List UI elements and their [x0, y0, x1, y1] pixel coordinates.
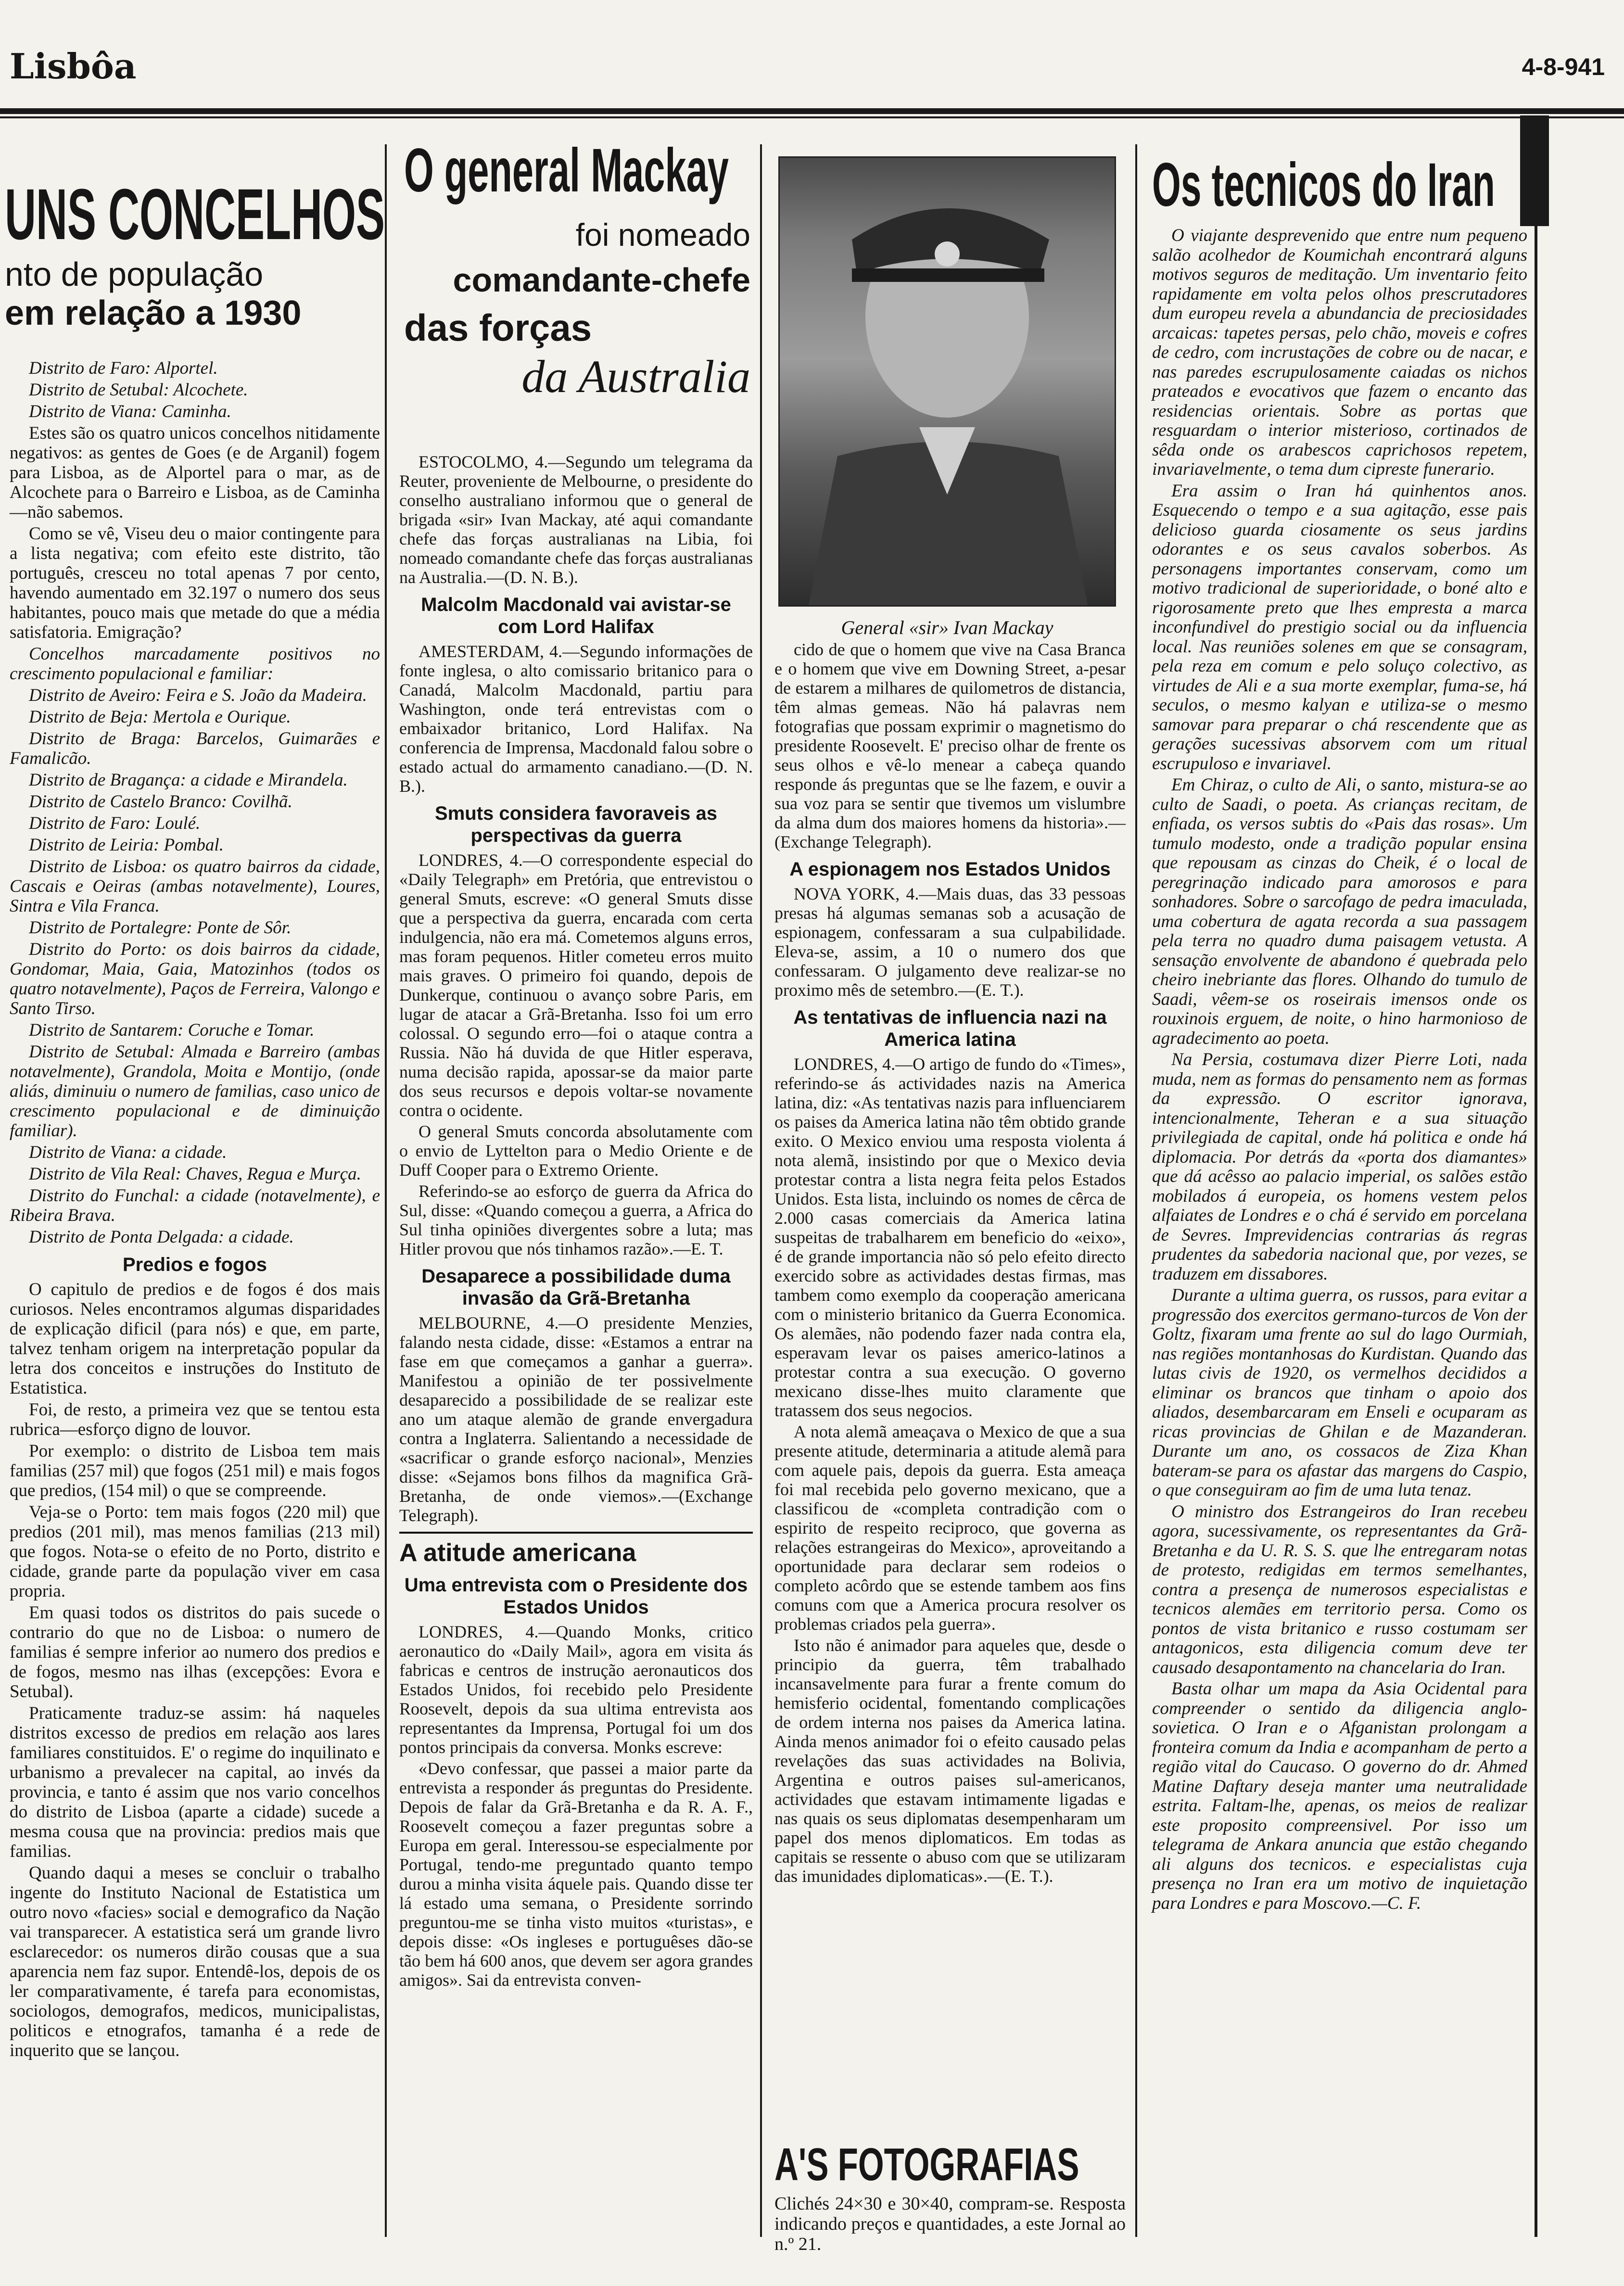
- article-paragraph: Distrito de Bragança: a cidade e Mirandela.: [29, 770, 348, 790]
- article-paragraph: AMESTERDAM, 4.—Segundo informações de fonte inglesa, o alto comissario britanico para o Canadá, Malcolm Macdonald, partiu para Washington, onde terá entrevistas com o embaixador britanico, Lord Halifax. Na conferencia de Imprensa, Macdonald falou sobre o estado actual do armamento canadiano.—(D. N. B.).: [399, 642, 753, 796]
- article-paragraph: Distrito de Beja: Mertola e Ourique.: [29, 707, 291, 727]
- photo-caption: General «sir» Ivan Mackay: [841, 617, 1053, 638]
- col2-headline-block: [404, 136, 750, 403]
- article-paragraph: Durante a ultima guerra, os russos, para evitar a progressão dos exercitos germano-turcos de Von der Goltz, fixaram uma frente ao sul do lago Ourmiah, nas regiões montanhosas do Kurdistan. Quando das lutas civis de 1920, os vermelhos decididos a eliminar os brancos que tinham o apoio dos aliados, desembarcaram em Enseli e ocuparam as ricas provincias de Ghilan e de Mazanderan. Durante um ano, os cossacos de Ziza Khan bateram-se para os afastar das margens do Caspio, o que conseguiram ao fim de uma luta tenaz.: [1152, 1285, 1527, 1500]
- article-paragraph: Estes são os quatro unicos concelhos nitidamente negativos: as gentes de Goes (e de Arganil) fogem para Lisboa, as de Alportel para o mar, as de Alcochete para o Barreiro e Lisboa, as de Caminha—não sabemos.: [10, 423, 380, 522]
- article-paragraph: «Devo confessar, que passei a maior parte da entrevista a responder ás preguntas do Presidente. Depois de falar da Grã-Bretanha e da R. A. F., Roosevelt começou a fazer preguntas sobre a Europa em geral. Interessou-se especialmente por Portugal, tendo-me preguntado quanto tempo durou a minha visita áquele pais. Quando disse ter lá estado uma semana, o Presidente sorrindo preguntou-me se tinha visto muitos «turistas», e depois disse: «Os ingleses e portuguêses dão-se tão bem há 600 anos, que devem ser agora grandes amigos». Sai da entrevista conven-: [399, 1759, 753, 1990]
- top-rule-thin: [0, 116, 1624, 118]
- col2-subhead-5: Uma entrevista com o Presidente dos Estados Unidos: [404, 1575, 748, 1618]
- column-rule-3: [1135, 144, 1137, 2237]
- col2-paragraphs-2: [399, 642, 753, 796]
- column-rule-1: [385, 144, 387, 2237]
- col1-headline: UNS CONCELHOS: [5, 174, 385, 254]
- article-paragraph: Foi, de resto, a primeira vez que se tentou esta rubrica—esforço digno de louvor.: [10, 1400, 380, 1439]
- top-rule: [0, 108, 1624, 114]
- col3-subhead-2: As tentativas de influencia nazi na America latina: [793, 1007, 1107, 1050]
- portrait-illustration: [780, 158, 1115, 605]
- col2-headline: O general Mackay: [404, 136, 729, 205]
- classified-ad: [774, 2141, 1126, 2254]
- article-paragraph: Veja-se o Porto: tem mais fogos (220 mil) que predios (201 mil), mas menos familias (213 mil) que fogos. Nota-se o efeito de no Porto, distrito e cidade, grande parte da população viver em casa propria.: [10, 1502, 380, 1601]
- col2-subhead-2: Smuts considera favoraveis as perspectivas da guerra: [435, 803, 717, 846]
- article-paragraph: LONDRES, 4.—O artigo de fundo do «Times», referindo-se ás actividades nazis na America latina, diz: «As tentativas nazis para influenciarem os paises da America latina não têm obtido grande exito. O Mexico enviou uma resposta violenta á nota alemã, insistindo por que o Mexico devia protestar contra a lista negra feita pelos Estados Unidos. Esta lista, incluindo os nomes de cêrca de 2.000 casas comerciais da America latina suspeitas de trabalharem em beneficio do «eixo», é de grande importancia não só pelo efeito directo exercido sobre as actividades destas firmas, mas tambem como exemplo da cooperação americana com o ministerio britanico da Guerra Economica. Os alemães, não podendo fazer nada contra ela, esperavam levar os paises americo-latinos a protestar contra a sua execução. O governo mexicano disse-lhes muito claramente que tratassem dos seus negocios.: [774, 1054, 1126, 1420]
- article-paragraph: Por exemplo: o distrito de Lisboa tem mais familias (257 mil) que fogos (251 mil) e mais fogos que predios, (154 mil) o que se compreende.: [10, 1441, 380, 1500]
- article-paragraph: Distrito de Portalegre: Ponte de Sôr.: [29, 918, 292, 938]
- article-paragraph: LONDRES, 4.—O correspondente especial do «Daily Telegraph» em Pretória, que entrevistou o general Smuts, escreve: «O general Smuts disse que a perspectiva da guerra, encarada com certa indulgencia, não era má. Cometemos alguns erros, mas foram pequenos. Hitler cometeu erros muito mais graves. O primeiro foi quando, depois de Dunkerque, continuou o avanço sobre Paris, em lugar de atacar a Grã-Bretanha. Isso foi um erro colossal. O segundo erro—foi o ataque contra a Russia. Não há duvida de que Hitler esperava, numa decisão rapida, apossar-se da maior parte dos seus recursos e depois voltar-se novamente contra o ocidente.: [399, 851, 753, 1120]
- article-paragraph: Em quasi todos os distritos do pais sucede o contrario do que no de Lisboa: o numero de familias é sempre inferior ao numero dos predios e de fogos, mesmo nas ilhas (excepções: Evora e Setubal).: [10, 1603, 380, 1702]
- right-border: [1535, 226, 1537, 2237]
- col2-paragraphs: [399, 452, 753, 587]
- article-paragraph: Distrito de Vila Real: Chaves, Regua e Murça.: [29, 1164, 361, 1184]
- article-paragraph: Quando daqui a meses se concluir o trabalho ingente do Instituto Nacional de Estatistica um outro novo «facies» social e demografico da Nação vai transparecer. A estatistica será um grande livro esclarecedor: os numeros dirão cousas que a sua aparencia nem faz supor. Entendê-los, depois de os ler comparativamente, é tarefa para economistas, sociologos, demografos, medicos, municipalistas, politicos e etnografos, tamanha é a rede de inquerito que se lançou.: [10, 1863, 380, 2060]
- article-paragraph: Distrito de Faro: Alportel.: [29, 358, 218, 378]
- article-paragraph: MELBOURNE, 4.—O presidente Menzies, falando nesta cidade, disse: «Estamos a entrar na fase em que começamos a ganhar a guerra». Manifestou a opinião de ter possivelmente desaparecido a possibilidade de se realizar este ano um ataque alemão de grande envergadura contra a Inglaterra. Salientando a necessidade de «sacrificar o grande esforço nacional», Menzies disse: «Sejamos bons filhos da magnifica Grã-Bretanha, de onde viemos».—(Exchange Telegraph).: [399, 1313, 753, 1525]
- col3-paragraphs: [774, 640, 1126, 851]
- col3-body: [774, 640, 1126, 1886]
- article-paragraph: Na Persia, costumava dizer Pierre Loti, nada muda, nem as formas do pensamento nem as formas da expressão. O escritor ignorava, intencionalmente, Teheran e a sua situação privilegiada de capital, onde há politica e onde há diplomacia. Por detrás da «porta dos diamantes» que dá acêsso ao palacio imperial, os salões estão mobilados á europeia, os homens vestem pelos alfaiates de Londres e o chá é servido em porcelana de Sevres. Imprevidencias contrarias ás regras prudentes da sabedoria nacional que, por vezes, se traduzem em dissabores.: [1152, 1050, 1527, 1284]
- col1-headline-block: [5, 174, 385, 333]
- article-paragraph: Distrito de Faro: Loulé.: [29, 813, 201, 833]
- col4-paragraphs: [1152, 226, 1527, 1913]
- article-paragraph: LONDRES, 4.—Quando Monks, critico aeronautico do «Daily Mail», agora em visita ás fabricas e centros de instrução aeronauticos dos Estados Unidos, foi recebido pelo Presidente Roosevelt, depois da sua ultima entrevista aos representantes da Imprensa, Portugal foi um dos pontos principais da conversa. Monks escreve:: [399, 1622, 753, 1757]
- article-paragraph: ESTOCOLMO, 4.—Segundo um telegrama da Reuter, proveniente de Melbourne, o presidente do conselho australiano informou que o general de brigada «sir» Ivan Mackay, até aqui comandante chefe das forças australianas na Libia, foi nomeado comandante chefe das forças australianas na Australia.—(D. N. B.).: [399, 452, 753, 587]
- col2-paragraphs-3: [399, 851, 753, 1258]
- article-paragraph: Era assim o Iran há quinhentos anos. Esquecendo o tempo e a sua agitação, esse pais delicioso guarda ciosamente os seus jardins odorantes e os seus cavalos soberbos. As personagens importantes conservam, como um motivo tradicional de superioridade, o boné alto e rigorosamente preto que lhes empresta a marca inconfundivel do prestigio social ou da influencia local. Nas reuniões solenes em que se consagram, pela reza em comum e pelo soluço colectivo, as virtudes de Ali e a sua morte exemplar, fuma-se, há seculos, o mesmo kalyan e utiliza-se o mesmo samovar para preparar o chá rescendente que as gerações sucessivas absorvem com um ritual escrupuloso e invariavel.: [1152, 481, 1527, 774]
- article-paragraph: Distrito do Funchal: a cidade (notavelmente), e Ribeira Brava.: [10, 1186, 380, 1225]
- article-paragraph: Distrito do Porto: os dois bairros da cidade, Gondomar, Maia, Gaia, Matozinhos (todos os quatro notavelmente), Paços de Ferreira, Valongo e Santo Tirso.: [10, 940, 380, 1018]
- general-photo: [778, 156, 1116, 638]
- col1-paragraphs: [10, 358, 380, 1247]
- article-paragraph: O ministro dos Estrangeiros do Iran recebeu agora, sucessivamente, os representantes da Grã-Bretanha e da U. R. S. S. que lhe entregaram notas de protesto, redigidas em termos semelhantes, contra a presença de numerosos especialistas e tecnicos alemães em territorio persa. Como os pontos de vista britanico e russo costumam ser antagonicos, esta diligencia comum deve ter causado desapontamento na chancelaria do Iran.: [1152, 1501, 1527, 1677]
- col1-paragraphs-2: [10, 1280, 380, 2060]
- article-paragraph: Distrito de Lisboa: os quatro bairros da cidade, Cascais e Oeiras (ambas notavelmente), Loures, Sintra e Vila Franca.: [10, 857, 380, 916]
- article-paragraph: Distrito de Viana: Caminha.: [29, 402, 231, 421]
- col4-body: [1152, 226, 1527, 2266]
- article-paragraph: A nota alemã ameaçava o Mexico de que a sua presente atitude, determinaria a atitude alemã para com aquele pais, depois da guerra. Esta ameaça foi mal recebida pelo governo mexicano, que a classificou de «completa contradição com o espirito de respeito reciproco, que governa as relações estrangeiras do Mexico», aproveitando a oportunidade para declarar sem rodeios o completo acôrdo que se estende tambem aos fins comuns com que a America procura resolver os problemas criados pela guerra».: [774, 1422, 1126, 1634]
- ad-text: Clichés 24×30 e 30×40, compram-se. Resposta indicando preços e quantidades, a este Jornal ao n.º 21.: [774, 2194, 1126, 2254]
- col2-paragraphs-5: [399, 1622, 753, 1990]
- col1-deck2: em relação a 1930: [5, 294, 302, 332]
- article-paragraph: Praticamente traduz-se assim: há naqueles distritos excesso de predios em relação aos lares familiares constituidos. E' o regime do inquilinato e urbanismo a prevalecer na capital, ao invés da provincia, e tanto é assim que nos vario concelhos do distrito de Lisboa (aparte a cidade) sucede a mesma cousa que na provincia: predios mais que familias.: [10, 1703, 380, 1861]
- col2-deck4: da Australia: [521, 351, 750, 402]
- col2-deck3: das forças: [404, 306, 592, 349]
- article-paragraph: Distrito de Aveiro: Feira e S. João da Madeira.: [29, 686, 367, 705]
- col2-paragraphs-4: [399, 1313, 753, 1525]
- article-paragraph: Distrito de Braga: Barcelos, Guimarães e Famalicão.: [10, 729, 380, 768]
- col2-body: [399, 452, 753, 2261]
- article-paragraph: Distrito de Castelo Branco: Covilhã.: [29, 792, 292, 812]
- col2-subhead-1: Malcolm Macdonald vai avistar-se com Lord Halifax: [421, 594, 731, 637]
- col3-subhead-1: A espionagem nos Estados Unidos: [789, 859, 1111, 880]
- col1-subhead: Predios e fogos: [122, 1254, 267, 1275]
- article-paragraph: Isto não é animador para aqueles que, desde o principio da guerra, têm trabalhado incansavelmente para furar a frente comum do hemisferio ocidental, fomentando complicações de ordem interna nos paises da America latina. Ainda menos animador foi o efeito causado pelas revelações das suas actividades na Bolivia, Argentina e outros paises sul-americanos, actividades que estavam intimamente ligadas e nas quais os seus diplomatas desempenharam um papel dos menos diplomaticos. Em todas as capitais se ressente o abuso com que se utilizaram das imunidades diplomaticas».—(E. T.).: [774, 1636, 1126, 1886]
- article-paragraph: Distrito de Setubal: Almada e Barreiro (ambas notavelmente), Grandola, Moita e Montijo, (onde aliás, diminuiu o numero de familias, caso unico de crescimento populacional e de diminuição familiar).: [10, 1042, 380, 1141]
- article-paragraph: O general Smuts concorda absolutamente com o envio de Lyttelton para o Medio Oriente e de Duff Cooper para o Extremo Oriente.: [399, 1122, 753, 1180]
- col1-deck1: nto de população: [5, 255, 264, 293]
- article-paragraph: Como se vê, Viseu deu o maior contingente para a lista negativa; com efeito este distrito, tão português, cresceu no total apenas 7 por cento, havendo aumentado em 32.197 o numero dos seus habitantes, pouco mais que metade do que a média satisfatoria. Emigração?: [10, 524, 380, 642]
- article-paragraph: Distrito de Leiria: Pombal.: [29, 835, 224, 855]
- article-paragraph: NOVA YORK, 4.—Mais duas, das 33 pessoas presas há algumas semanas sob a acusação de espionagem, confessaram a sua culpabilidade. Eleva-se, assim, a 10 o numero dos que confessaram. O julgamento deve realizar-se no proximo mês de setembro.—(E. T.).: [774, 884, 1126, 1000]
- article-paragraph: Distrito de Ponta Delgada: a cidade.: [29, 1227, 294, 1247]
- col2-subhead-3: Desaparece a possibilidade duma invasão da Grã-Bretanha: [421, 1266, 731, 1309]
- issue-date: 4-8-941: [1522, 53, 1605, 80]
- col2-deck1: foi nomeado: [575, 217, 750, 253]
- col2-deck2: comandante-chefe: [453, 261, 750, 299]
- article-paragraph: Distrito de Viana: a cidade.: [29, 1143, 227, 1162]
- newspaper-masthead: Lisbôa: [10, 46, 137, 87]
- col2-subhead-4: A atitude americana: [399, 1532, 753, 1567]
- ad-title: A'S FOTOGRAFIAS: [774, 2139, 1079, 2190]
- article-paragraph: Concelhos marcadamente positivos no crescimento populacional e familiar:: [10, 644, 380, 684]
- column-rule-2: [760, 144, 762, 2237]
- article-paragraph: Em Chiraz, o culto de Ali, o santo, mistura-se ao culto de Saadi, o poeta. As crianças recitam, de enfiada, os versos subtis do «Pais das rosas». Um tumulo modesto, onde a tradição popular ensina que repousam as cinzas do Cheik, é o local de peregrinação indicado para amorosos e para sonhadores. Sobre o sarcofago de pedra imaculada, uma cobertura de agata recorda a sua passagem pela terra no quadro duma paisagem vetusta. A sensação envolvente de abandono é quebrada pelo cheiro inebriante das flores. Olhando do tumulo de Saadi, vêem-se os roseirais imensos onde os rouxinois erguem, de noite, o hino harmonioso de agradecimento ao poeta.: [1152, 775, 1527, 1048]
- col3-paragraphs-3: [774, 1054, 1126, 1886]
- article-paragraph: O capitulo de predios e de fogos é dos mais curiosos. Neles encontramos algumas disparidades de explicação dificil (para nós) e que, em parte, talvez tenham origem na interpretação popular da letra dos conceitos e instruções do Instituto de Estatistica.: [10, 1280, 380, 1398]
- col1-body: [10, 358, 380, 2263]
- article-paragraph: cido de que o homem que vive na Casa Branca e o homem que vive em Downing Street, a-pesar de estarem a milhares de quilometros de distancia, têm almas gemeas. Não há palavras nem fotografias que possam exprimir o magnetismo do presidente Roosevelt. E' preciso olhar de frente os seus olhos e vê-lo menear a cabeça quando responde ás preguntas que se lhe fazem, e ouvir a sua voz para se sentir que tivemos um vislumbre da alma dum dos maiores homens da historia».—(Exchange Telegraph).: [774, 640, 1126, 851]
- article-paragraph: Distrito de Setubal: Alcochete.: [29, 380, 248, 400]
- col3-paragraphs-2: [774, 884, 1126, 1000]
- article-paragraph: Referindo-se ao esforço de guerra da Africa do Sul, disse: «Quando começou a guerra, a Africa do Sul tinha opiniões divergentes sobre a luta; mas Hitler provou que nós tinhamos razão».—E. T.: [399, 1181, 753, 1258]
- article-paragraph: Basta olhar um mapa da Asia Ocidental para compreender o sentido da diligencia anglo-sovietica. O Iran e o Afganistan prolongam a fronteira comum da India e acompanham de perto a região vital do Caucaso. O governo do dr. Ahmed Matine Daftary deseja manter uma neutralidade estrita. Faltam-lhe, apenas, os meios de realizar este proposito compreensivel. Por isso um telegrama de Ankara anuncia que estão chegando ali alguns dos tecnicos. e especialistas cuja presença no Iran era um motivo de inquietação para Londres e para Moscovo.—C. F.: [1152, 1679, 1527, 1913]
- article-paragraph: O viajante desprevenido que entre num pequeno salão acolhedor de Koumichah encontrará alguns motivos seguros de meditação. Um inventario feito rapidamente em volta pelos olhos prescrutadores dum europeu revela a abundancia de preciosidades arcaicas: tapetes persas, pelo chão, moveis e cofres de cedro, com incrustações de cobre ou de nacar, e nas paredes escrupulosamente caiadas os nichos prateados e evocativos que fazem o encanto das residencias orientais. Sobre as portas que resguardam o interior misterioso, cortinados de sêda onde os arabescos caprichosos repetem, invariavelmente, o tema dum cipreste funerario.: [1152, 226, 1527, 479]
- col4-headline-block: [1152, 151, 1527, 219]
- col4-headline: Os tecnicos do Iran: [1152, 151, 1495, 219]
- article-paragraph: Distrito de Santarem: Coruche e Tomar.: [29, 1020, 315, 1040]
